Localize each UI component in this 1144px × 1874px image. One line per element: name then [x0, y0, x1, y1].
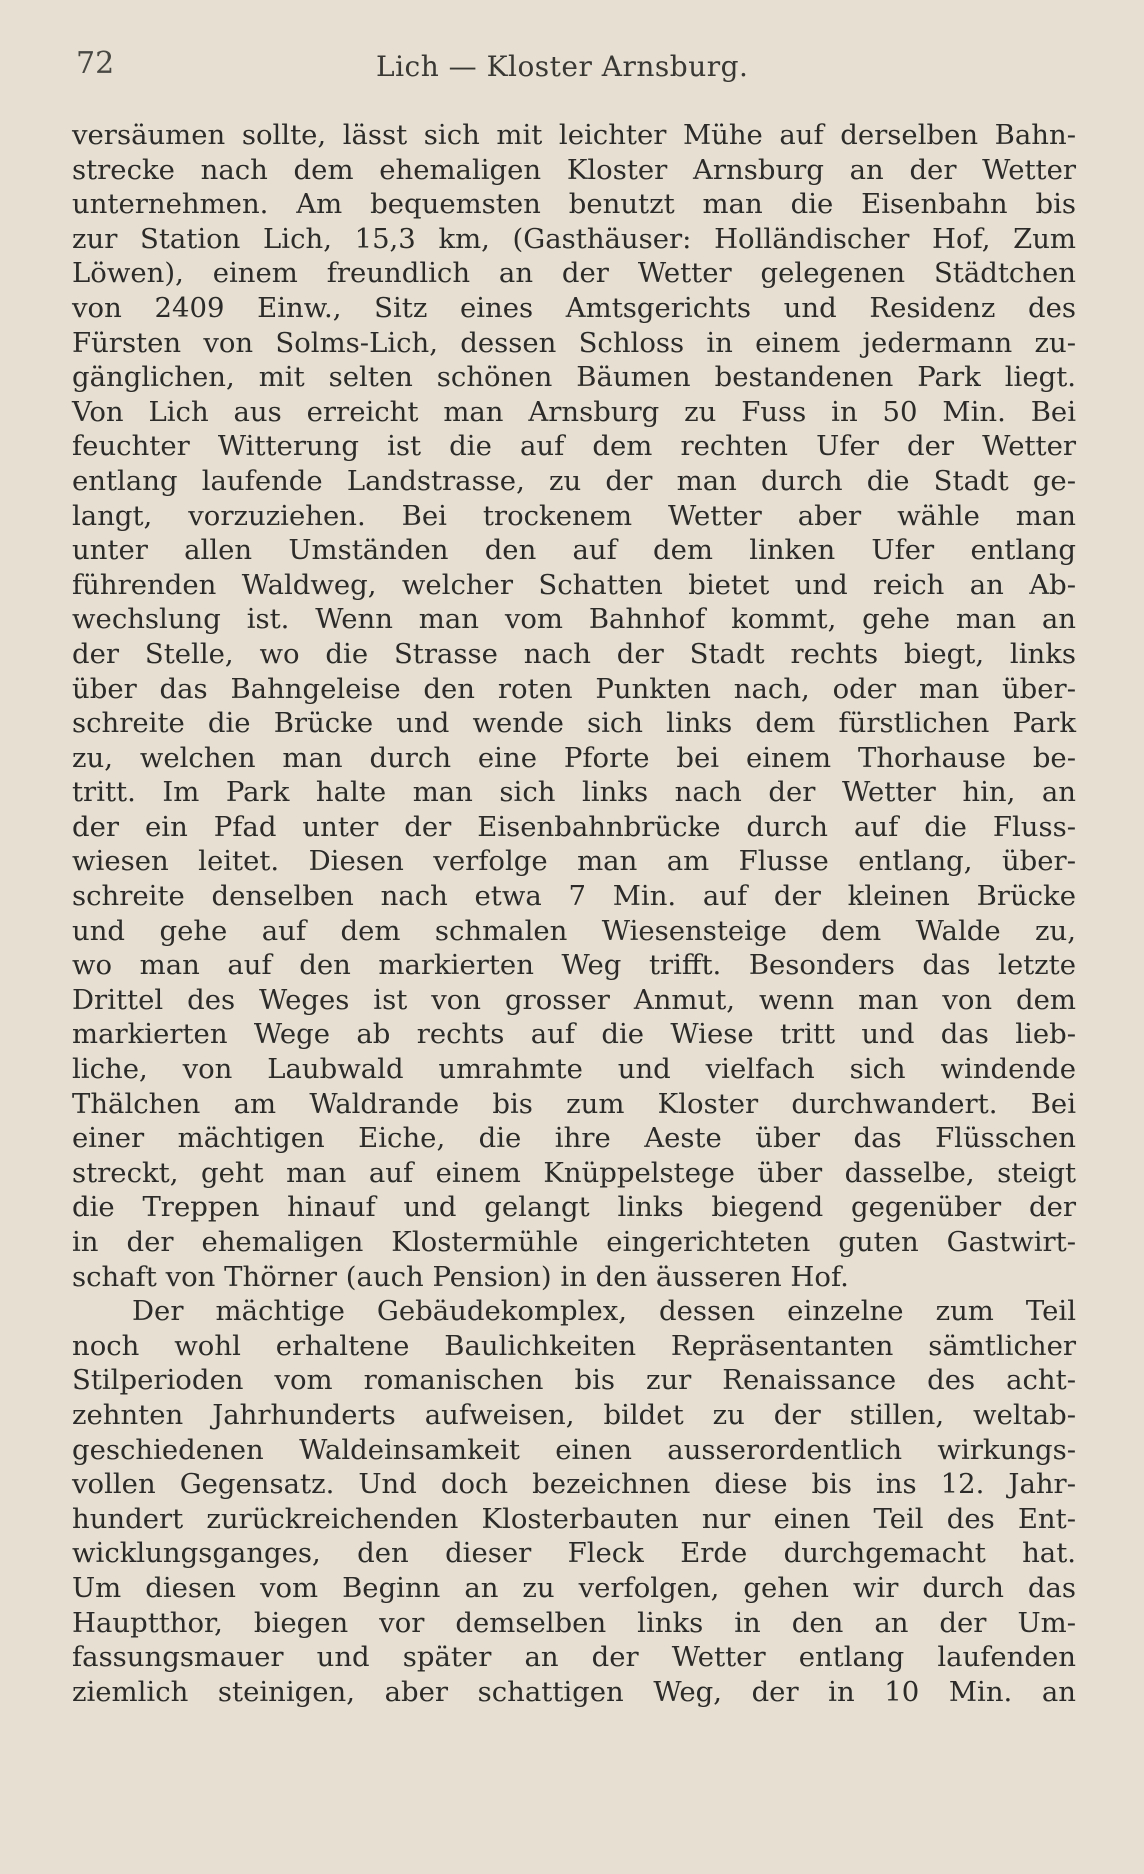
text-line: Von Lich aus erreicht man Arnsburg zu Fuss in 50 Min. Bei — [72, 395, 1076, 428]
text-line: gänglichen, mit selten schönen Bäumen bestandenen Park liegt. — [72, 361, 1076, 394]
text-line: unter allen Umständen den auf dem linken Ufer entlang — [72, 534, 1076, 567]
text-line: in der ehemaligen Klostermühle eingerichteten guten Gastwirt- — [72, 1226, 1076, 1258]
running-head: Lich — Kloster Arnsburg. — [376, 50, 749, 83]
text-line: der ein Pfad unter der Eisenbahnbrücke durch auf die Fluss- — [72, 810, 1076, 843]
text-line: Drittel des Weges ist von grosser Anmut, wenn man von dem — [72, 983, 1076, 1016]
text-line: fassungsmauer und später an der Wetter entlang laufenden — [72, 1641, 1076, 1674]
text-line: führenden Waldweg, welcher Schatten bietet und reich an Ab- — [72, 568, 1076, 601]
text-line: zur Station Lich, 15,3 km, (Gasthäuser: Holländischer Hof, Zum — [72, 222, 1076, 255]
text-line: wo man auf den markierten Weg trifft. Besonders das letzte — [72, 949, 1076, 982]
text-line: Stilperioden vom romanischen bis zur Renaissance des acht- — [72, 1364, 1076, 1397]
text-line: von 2409 Einw., Sitz eines Amtsgerichts und Residenz des — [72, 291, 1076, 324]
page-number: 72 — [76, 46, 115, 81]
text-line: der Stelle, wo die Strasse nach der Stadt rechts biegt, links — [72, 637, 1076, 670]
text-line: zu, welchen man durch eine Pforte bei einem Thorhause be- — [72, 741, 1076, 774]
text-line: Um diesen vom Beginn an zu verfolgen, gehen wir durch das — [72, 1571, 1076, 1604]
text-line: schreite die Brücke und wende sich links dem fürstlichen Park — [72, 707, 1076, 740]
text-line: Der mächtige Gebäudekomplex, dessen einzelne zum Teil — [132, 1295, 1076, 1328]
text-line: schreite denselben nach etwa 7 Min. auf der kleinen Brücke — [72, 880, 1076, 913]
text-line: Löwen), einem freundlich an der Wetter gelegenen Städtchen — [72, 257, 1076, 290]
text-line: über das Bahngeleise den roten Punkten nach, oder man über- — [72, 672, 1076, 705]
text-line: zehnten Jahrhunderts aufweisen, bildet zu der stillen, weltab- — [72, 1398, 1076, 1431]
text-line: liche, von Laubwald umrahmte und vielfach sich windende — [72, 1053, 1076, 1086]
text-line: und gehe auf dem schmalen Wiesensteige dem Walde zu, — [72, 914, 1076, 947]
text-line: feuchter Witterung ist die auf dem rechten Ufer der Wetter — [72, 430, 1076, 463]
text-line: entlang laufende Landstrasse, zu der man durch die Stadt ge- — [72, 464, 1076, 497]
text-line: die Treppen hinauf und gelangt links biegend gegenüber der — [72, 1191, 1076, 1224]
text-line: langt, vorzuziehen. Bei trockenem Wetter aber wähle man — [72, 499, 1076, 532]
text-line: markierten Wege ab rechts auf die Wiese tritt und das lieb- — [72, 1018, 1076, 1051]
text-line: hundert zurückreichenden Klosterbauten nur einen Teil des Ent- — [72, 1502, 1076, 1535]
page-header — [76, 46, 1076, 92]
text-line: wechslung ist. Wenn man vom Bahnhof kommt, gehe man an — [72, 603, 1076, 636]
body-text — [72, 118, 1076, 1709]
text-line: geschiedenen Waldeinsamkeit einen ausserordentlich wirkungs- — [72, 1433, 1076, 1466]
text-line: noch wohl erhaltene Baulichkeiten Repräsentanten sämtlicher — [72, 1329, 1076, 1362]
text-line: strecke nach dem ehemaligen Kloster Arnsburg an der Wetter — [72, 153, 1076, 186]
text-line: unternehmen. Am bequemsten benutzt man die Eisenbahn bis — [72, 188, 1076, 221]
text-line: vollen Gegensatz. Und doch bezeichnen diese bis ins 12. Jahr- — [72, 1468, 1076, 1501]
text-line: Fürsten von Solms-Lich, dessen Schloss in einem jedermann zu- — [72, 326, 1076, 359]
text-line: wicklungsganges, den dieser Fleck Erde durchgemacht hat. — [72, 1537, 1076, 1570]
text-line: tritt. Im Park halte man sich links nach der Wetter hin, an — [72, 776, 1076, 809]
text-line: Hauptthor, biegen vor demselben links in den an der Um- — [72, 1606, 1076, 1639]
text-line: ziemlich steinigen, aber schattigen Weg, der in 10 Min. an — [72, 1675, 1076, 1708]
text-line: schaft von Thörner (auch Pension) in den äusseren Hof. — [72, 1260, 849, 1293]
text-line: einer mächtigen Eiche, die ihre Aeste über das Flüsschen — [72, 1122, 1076, 1155]
text-line: wiesen leitet. Diesen verfolge man am Flusse entlang, über- — [72, 845, 1076, 878]
text-line: versäumen sollte, lässt sich mit leichter Mühe auf derselben Bahn- — [72, 119, 1076, 151]
text-line: streckt, geht man auf einem Knüppelstege über dasselbe, steigt — [72, 1156, 1076, 1189]
text-line: Thälchen am Waldrande bis zum Kloster durchwandert. Bei — [72, 1087, 1076, 1120]
